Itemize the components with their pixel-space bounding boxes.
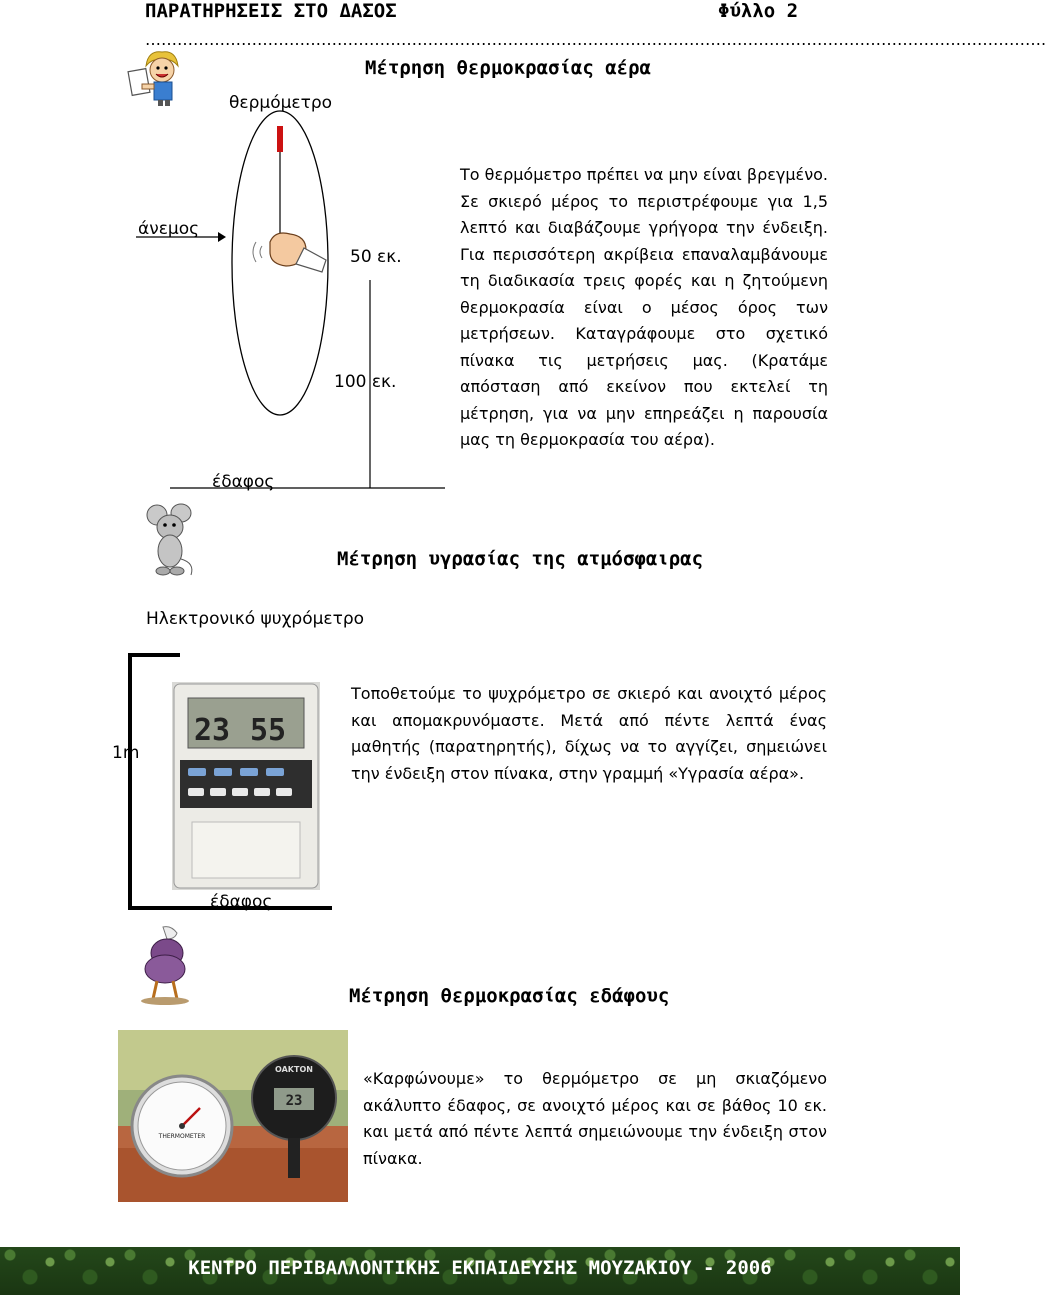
page-header-title: ΠΑΡΑΤΗΡΗΣΕΙΣ ΣΤΟ ΔΑΣΟΣ xyxy=(145,0,397,22)
soil-temp-instructions: «Καρφώνουμε» το θερμόμετρο σε μη σκιαζόμενο ακάλυπτο έδαφος, σε ανοιχτό μέρος και σε βάθος 10 εκ. και μετά από πέντε λεπτά σημειώνουμε την ένδειξη στον πίνακα. xyxy=(363,1069,827,1168)
air-temp-instructions: Το θερμόμετρο πρέπει να μην είναι βρεγμένο. Σε σκιερό μέρος το περιστρέφουμε για 1,5 λεπτό και διαβάζουμε γρήγορα την ένδειξη. Για περισσότερη ακρίβεια επαναλαμβάνουμε τη διαδικασία τρεις φορές και η ζητούμενη θερμοκρασία είναι ο μέσος όρος των μετρήσεων. Καταγράφουμε στο σχετικό πίνακα τις μετρήσεις μας. (Κρατάμε απόσταση από εκείνον που εκτελεί τη μέτρηση, για να μην επηρεάζει η παρουσία μας τη θερμοκρασία του αέρα). xyxy=(460,165,829,449)
soil-temp-title: Μέτρηση θερμοκρασίας εδάφους xyxy=(349,985,670,1007)
ground-label-1: έδαφος xyxy=(212,472,275,492)
lcd-humidity: 55 xyxy=(250,713,287,748)
probe-display: 23 xyxy=(285,1093,303,1109)
footer-banner xyxy=(0,1247,960,1295)
distance-50-label: 50 εκ. xyxy=(350,247,402,267)
header-dots-line: ……………………………………………………………………………………………………………………………………………………. xyxy=(145,30,1046,49)
hand-icon xyxy=(253,233,326,272)
distance-100-label: 100 εκ. xyxy=(334,372,397,392)
wind-arrow-icon xyxy=(218,232,226,242)
psychrometer-label: Ηλεκτρονικό ψυχρόμετρο xyxy=(146,609,365,629)
boy-clipart-icon xyxy=(128,48,188,106)
thermometer-label: θερμόμετρο xyxy=(229,93,333,113)
soil-thermometer-photo xyxy=(118,1030,348,1202)
humidity-instructions: Τοποθετούμε το ψυχρόμετρο σε σκιερό και ανοιχτό μέρος και απομακρυνόμαστε. Μετά από πέντε λεπτά ένας μαθητής (παρατηρητής), δίχως να το αγγίζει, σημειώνει την ένδειξη στον πίνακα, στην γραμμή «Υγρασία αέρα». xyxy=(351,684,827,783)
lcd-temp: 23 xyxy=(194,713,231,748)
probe-brand: OAKTON xyxy=(275,1065,313,1074)
mouse-clipart-icon xyxy=(143,503,198,578)
sling-thermometer-diagram xyxy=(130,110,460,495)
height-1m-label: 1m xyxy=(112,743,140,763)
dial-label: THERMOMETER xyxy=(158,1133,206,1140)
psychrometer-photo xyxy=(172,682,320,890)
ostrich-clipart-icon xyxy=(137,927,195,1005)
ground-label-2: έδαφος xyxy=(210,892,273,912)
thermometer-bar xyxy=(277,126,283,152)
wind-label: άνεμος xyxy=(138,219,200,239)
footer-text: ΚΕΝΤΡΟ ΠΕΡΙΒΑΛΛΟΝΤΙΚΗΣ ΕΚΠΑΙΔΕΥΣΗΣ ΜΟΥΖΑΚΙΟΥ - 2006 xyxy=(188,1257,772,1279)
air-temp-title: Μέτρηση θερμοκρασίας αέρα xyxy=(365,57,651,79)
humidity-title: Μέτρηση υγρασίας της ατμόσφαιρας xyxy=(337,548,704,570)
sheet-number: Φύλλο 2 xyxy=(718,0,799,22)
